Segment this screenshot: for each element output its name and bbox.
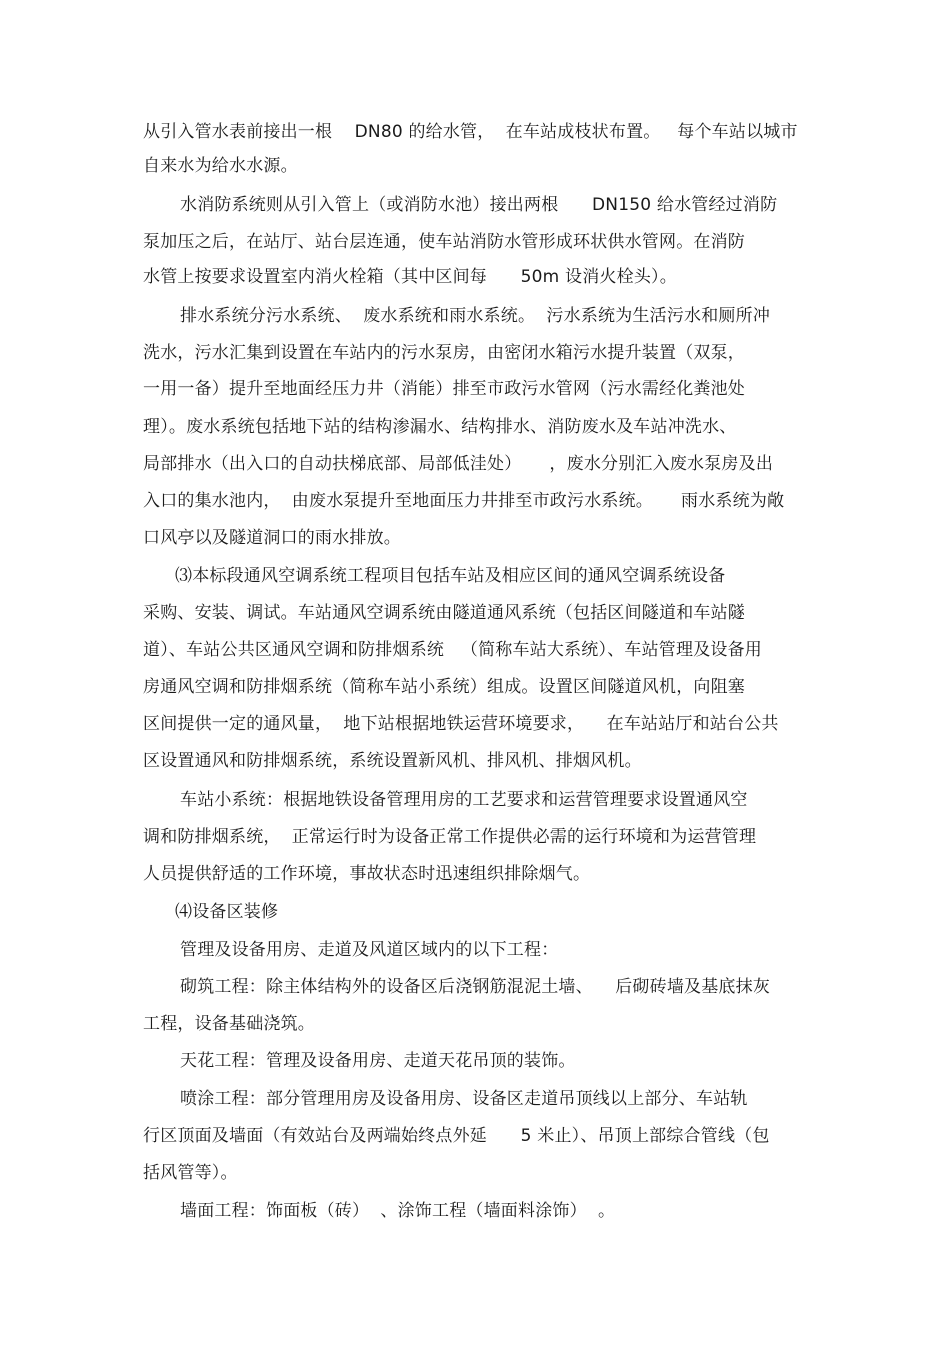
- text-line: 行区顶面及墙面（有效站台及两端始终点外延 5 米止）、吊顶上部综合管线（包: [143, 1126, 770, 1146]
- text-line: 墙面工程：饰面板（砖） 、涂饰工程（墙面料涂饰） 。: [180, 1201, 616, 1221]
- text-line: 道）、车站公共区通风空调和防排烟系统 （简称车站大系统）、车站管理及设备用: [143, 640, 763, 660]
- text-line: 入口的集水池内， 由废水泵提升至地面压力井排至市政污水系统。 雨水系统为敞: [143, 491, 785, 511]
- text-line: 采购、安装、调试。车站通风空调系统由隧道通风系统（包括区间隧道和车站隧: [143, 603, 745, 623]
- text-line: 排水系统分污水系统、 废水系统和雨水系统。 污水系统为生活污水和厕所冲: [180, 306, 771, 326]
- text-line: 理）。废水系统包括地下站的结构渗漏水、结构排水、消防废水及车站冲洗水、: [143, 417, 737, 437]
- text-line: 水管上按要求设置室内消火栓箱（其中区间每 50m 设消火栓头）。: [143, 267, 677, 287]
- text-line: 水消防系统则从引入管上（或消防水池）接出两根 DN150 给水管经过消防: [180, 195, 778, 215]
- text-line: 洗水，污水汇集到设置在车站内的污水泵房，由密闭水箱污水提升装置（双泵，: [143, 343, 745, 363]
- text-line: 人员提供舒适的工作环境，事故状态时迅速组织排除烟气。: [143, 864, 591, 884]
- text-line: 口风亭以及隧道洞口的雨水排放。: [143, 528, 401, 548]
- text-line: 车站小系统：根据地铁设备管理用房的工艺要求和运营管理要求设置通风空: [180, 790, 748, 810]
- text-line: 调和防排烟系统， 正常运行时为设备正常工作提供必需的运行环境和为运营管理: [143, 827, 757, 847]
- text-line: 局部排水（出入口的自动扶梯底部、局部低洼处） ，废水分别汇入废水泵房及出: [143, 454, 774, 474]
- text-line: 区设置通风和防排烟系统，系统设置新风机、排风机、排烟风机。: [143, 751, 642, 771]
- text-line: 一用一备）提升至地面经压力井（消能）排至市政污水管网（污水需经化粪池处: [143, 379, 745, 399]
- text-line: ⑷设备区装修: [175, 902, 279, 922]
- text-line: 房通风空调和防排烟系统（简称车站小系统）组成。设置区间隧道风机，向阻塞: [143, 677, 745, 697]
- text-line: 泵加压之后，在站厅、站台层连通，使车站消防水管形成环状供水管网。在消防: [143, 232, 745, 252]
- text-line: 天花工程：管理及设备用房、走道天花吊顶的装饰。: [180, 1051, 576, 1071]
- text-line: 括风管等）。: [143, 1163, 238, 1183]
- text-line: 喷涂工程：部分管理用房及设备用房、设备区走道吊顶线以上部分、车站轨: [180, 1089, 748, 1109]
- text-line: 管理及设备用房、走道及风道区域内的以下工程：: [180, 940, 559, 960]
- text-line: 工程，设备基础浇筑。: [143, 1014, 315, 1034]
- text-line: 从引入管水表前接出一根 DN80 的给水管， 在车站成枝状布置。 每个车站以城市: [143, 122, 798, 142]
- text-line: 砌筑工程：除主体结构外的设备区后浇钢筋混泥土墙、 后砌砖墙及基底抹灰: [180, 977, 771, 997]
- text-line: 自来水为给水水源。: [143, 156, 298, 176]
- text-line: ⑶本标段通风空调系统工程项目包括车站及相应区间的通风空调系统设备: [175, 566, 726, 586]
- text-line: 区间提供一定的通风量， 地下站根据地铁运营环境要求， 在车站站厅和站台公共: [143, 714, 779, 734]
